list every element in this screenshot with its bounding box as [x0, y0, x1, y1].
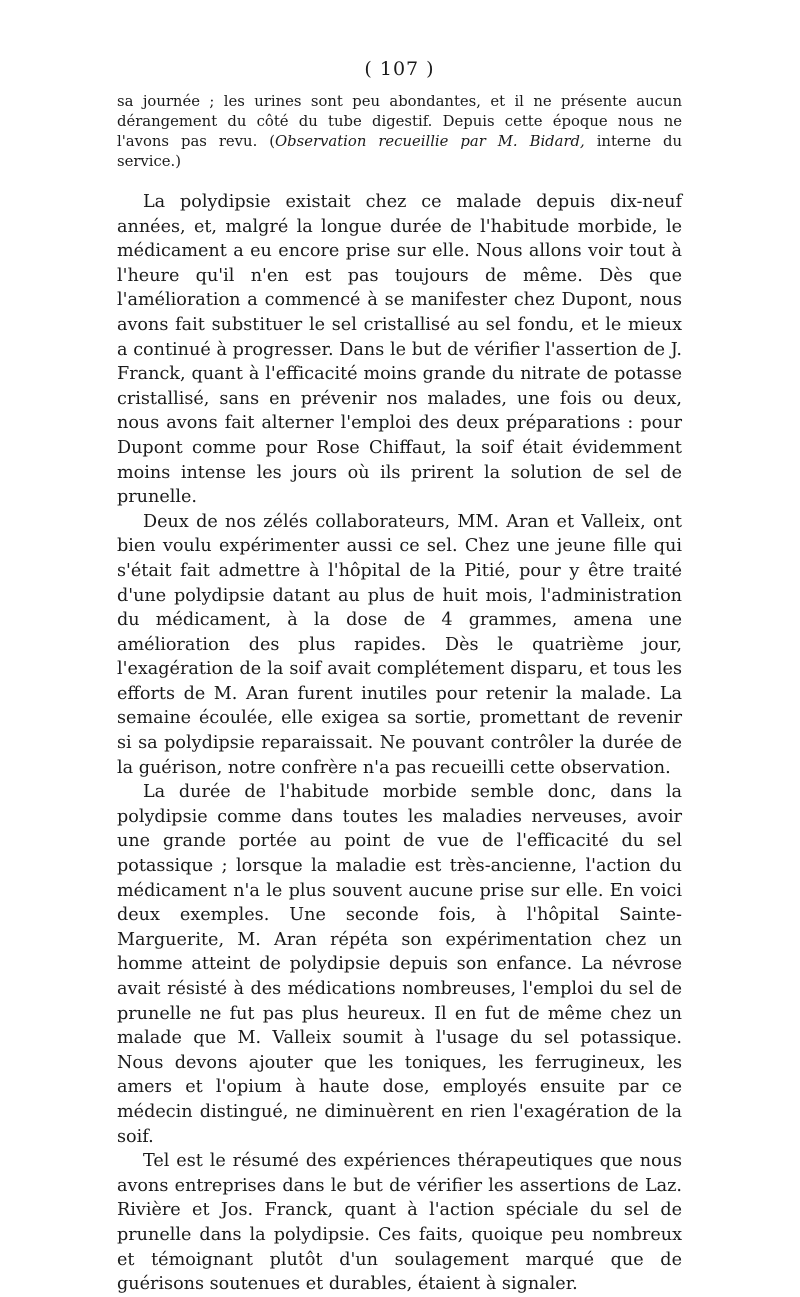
opening-text-after: interne du service.) [117, 133, 682, 170]
observation-credit: Observation recueillie par M. Bidard, [275, 133, 585, 150]
opening-paragraph [117, 92, 682, 172]
section-gap [117, 172, 682, 190]
paragraph-habitude-morbide: La durée de l'habitude morbide semble donc, dans la polydipsie comme dans toutes les maladies nerveuses, avoir une grande portée au point de vue de l'efficacité du sel potassique ; lorsque la maladie est très-ancienne, l'action du médicament n'a le plus souvent aucune prise sur elle. En voici deux exemples. Une seconde fois, à l'hôpital Sainte-Marguerite, M. Aran répéta son expérimentation chez un homme atteint de polydipsie depuis son enfance. La névrose avait résisté à des médications nombreuses, l'emploi du sel de prunelle ne fut pas plus heureux. Il en fut de même chez un malade que M. Valleix soumit à l'usage du sel potassique. Nous devons ajouter que les toniques, les ferrugineux, les amers et l'opium à haute dose, employés ensuite par ce médecin distingué, ne diminuèrent en rien l'exagération de la soif. [117, 782, 682, 1147]
page-number: ( 107 ) [364, 58, 435, 80]
paragraph-resume: Tel est le résumé des expériences thérapeutiques que nous avons entreprises dans le but de vérifier les assertions de Laz. Rivière et Jos. Franck, quant à l'action spéciale du sel de prunelle dans la polydipsie. Ces faits, quoique peu nombreux et témoignant plutôt d'un soulagement marqué que de guérisons soutenues et durables, étaient à signaler. [117, 1151, 682, 1295]
opening-text-before: sa journée ; les urines sont peu abondantes, et il ne présente aucun dérangement du côté du tube digestif. Depuis cette époque nous ne l'avons pas revu. ( [117, 93, 682, 150]
paragraph-polydipsie-duree: La polydipsie existait chez ce malade depuis dix-neuf années, et, malgré la longue durée de l'habitude morbide, le médicament a eu encore prise sur elle. Nous allons voir tout à l'heure qu'il n'en est pas toujours de même. Dès que l'amélioration a commencé à se manifester chez Dupont, nous avons fait substituer le sel cristallisé au sel fondu, et le mieux a continué à progresser. Dans le but de vérifier l'assertion de J. Franck, quant à l'efficacité moins grande du nitrate de potasse cristallisé, sans en prévenir nos malades, une fois ou deux, nous avons fait alterner l'emploi des deux préparations : pour Dupont comme pour Rose Chiffaut, la soif était évidemment moins intense les jours où ils prirent la solution de sel de prunelle. [117, 192, 682, 508]
paragraph-collaborateurs: Deux de nos zélés collaborateurs, MM. Aran et Valleix, ont bien voulu expérimenter aussi ce sel. Chez une jeune fille qui s'était fait admettre à l'hôpital de la Pitié, pour y être traité d'une polydipsie datant au plus de huit mois, l'administration du médicament, à la dose de 4 grammes, amena une amélioration des plus rapides. Dès le quatrième jour, l'exagération de la soif avait complétement disparu, et tous les efforts de M. Aran furent inutiles pour retenir la malade. La semaine écoulée, elle exigea sa sortie, promettant de revenir si sa polydipsie reparaissait. Ne pouvant contrôler la durée de la guérison, notre confrère n'a pas recueilli cette observation. [117, 511, 682, 778]
book-page [117, 58, 682, 1297]
